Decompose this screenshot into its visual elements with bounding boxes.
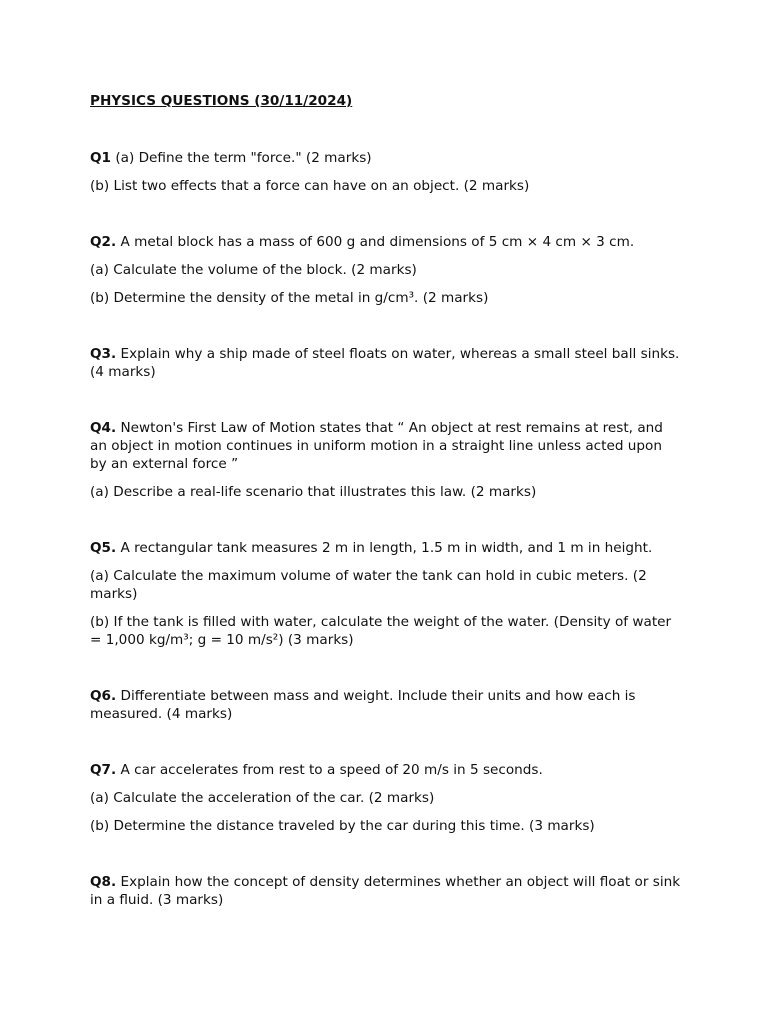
question-text: Newton's First Law of Motion states that “ An object at rest remains at rest, and an object in motion continues in uniform motion in a straight line unless acted upon by an external force ”	[90, 420, 663, 472]
question-part: (a) Calculate the volume of the block. (2 marks)	[90, 262, 417, 278]
question-number: Q4.	[90, 420, 117, 436]
question-part: (a) Calculate the maximum volume of water the tank can hold in cubic meters. (2 marks)	[90, 568, 647, 602]
question-block	[90, 761, 682, 835]
question-number: Q7.	[90, 762, 117, 778]
question-list	[90, 149, 682, 909]
question-block	[90, 419, 682, 501]
question-text: Differentiate between mass and weight. Include their units and how each is measured. (4 marks)	[90, 688, 636, 722]
question-part: (b) Determine the distance traveled by the car during this time. (3 marks)	[90, 818, 595, 834]
question-text: (a) Define the term "force." (2 marks)	[111, 150, 372, 166]
question-stem	[90, 233, 682, 251]
question-block	[90, 873, 682, 909]
question-number: Q5.	[90, 540, 117, 556]
question-stem	[90, 419, 682, 473]
question-block	[90, 149, 682, 195]
question-number: Q2.	[90, 234, 117, 250]
question-text: Explain how the concept of density determines whether an object will float or sink in a fluid. (3 marks)	[90, 874, 681, 908]
question-part: (b) If the tank is filled with water, calculate the weight of the water. (Density of water = 1,000 kg/m³; g = 10 m/s²) (3 marks)	[90, 614, 672, 648]
question-block	[90, 233, 682, 307]
question-stem	[90, 345, 682, 381]
question-stem	[90, 761, 682, 779]
question-stem	[90, 873, 682, 909]
question-text: A car accelerates from rest to a speed of 20 m/s in 5 seconds.	[116, 762, 543, 778]
document-page	[90, 92, 682, 909]
question-number: Q1	[90, 150, 112, 166]
question-number: Q8.	[90, 874, 117, 890]
question-text: A rectangular tank measures 2 m in length, 1.5 m in width, and 1 m in height.	[116, 540, 653, 556]
question-text: A metal block has a mass of 600 g and dimensions of 5 cm × 4 cm × 3 cm.	[116, 234, 635, 250]
question-text: Explain why a ship made of steel floats on water, whereas a small steel ball sinks. (4 marks)	[90, 346, 680, 380]
question-part: (b) Determine the density of the metal in g/cm³. (2 marks)	[90, 290, 489, 306]
question-block	[90, 687, 682, 723]
question-part: (b) List two effects that a force can have on an object. (2 marks)	[90, 178, 530, 194]
question-part: (a) Calculate the acceleration of the car. (2 marks)	[90, 790, 435, 806]
question-stem	[90, 149, 682, 167]
page-title: PHYSICS QUESTIONS (30/11/2024)	[90, 93, 353, 109]
question-part: (a) Describe a real-life scenario that illustrates this law. (2 marks)	[90, 484, 537, 500]
question-number: Q3.	[90, 346, 117, 362]
question-block	[90, 539, 682, 649]
question-number: Q6.	[90, 688, 117, 704]
question-stem	[90, 687, 682, 723]
question-block	[90, 345, 682, 381]
question-stem	[90, 539, 682, 557]
